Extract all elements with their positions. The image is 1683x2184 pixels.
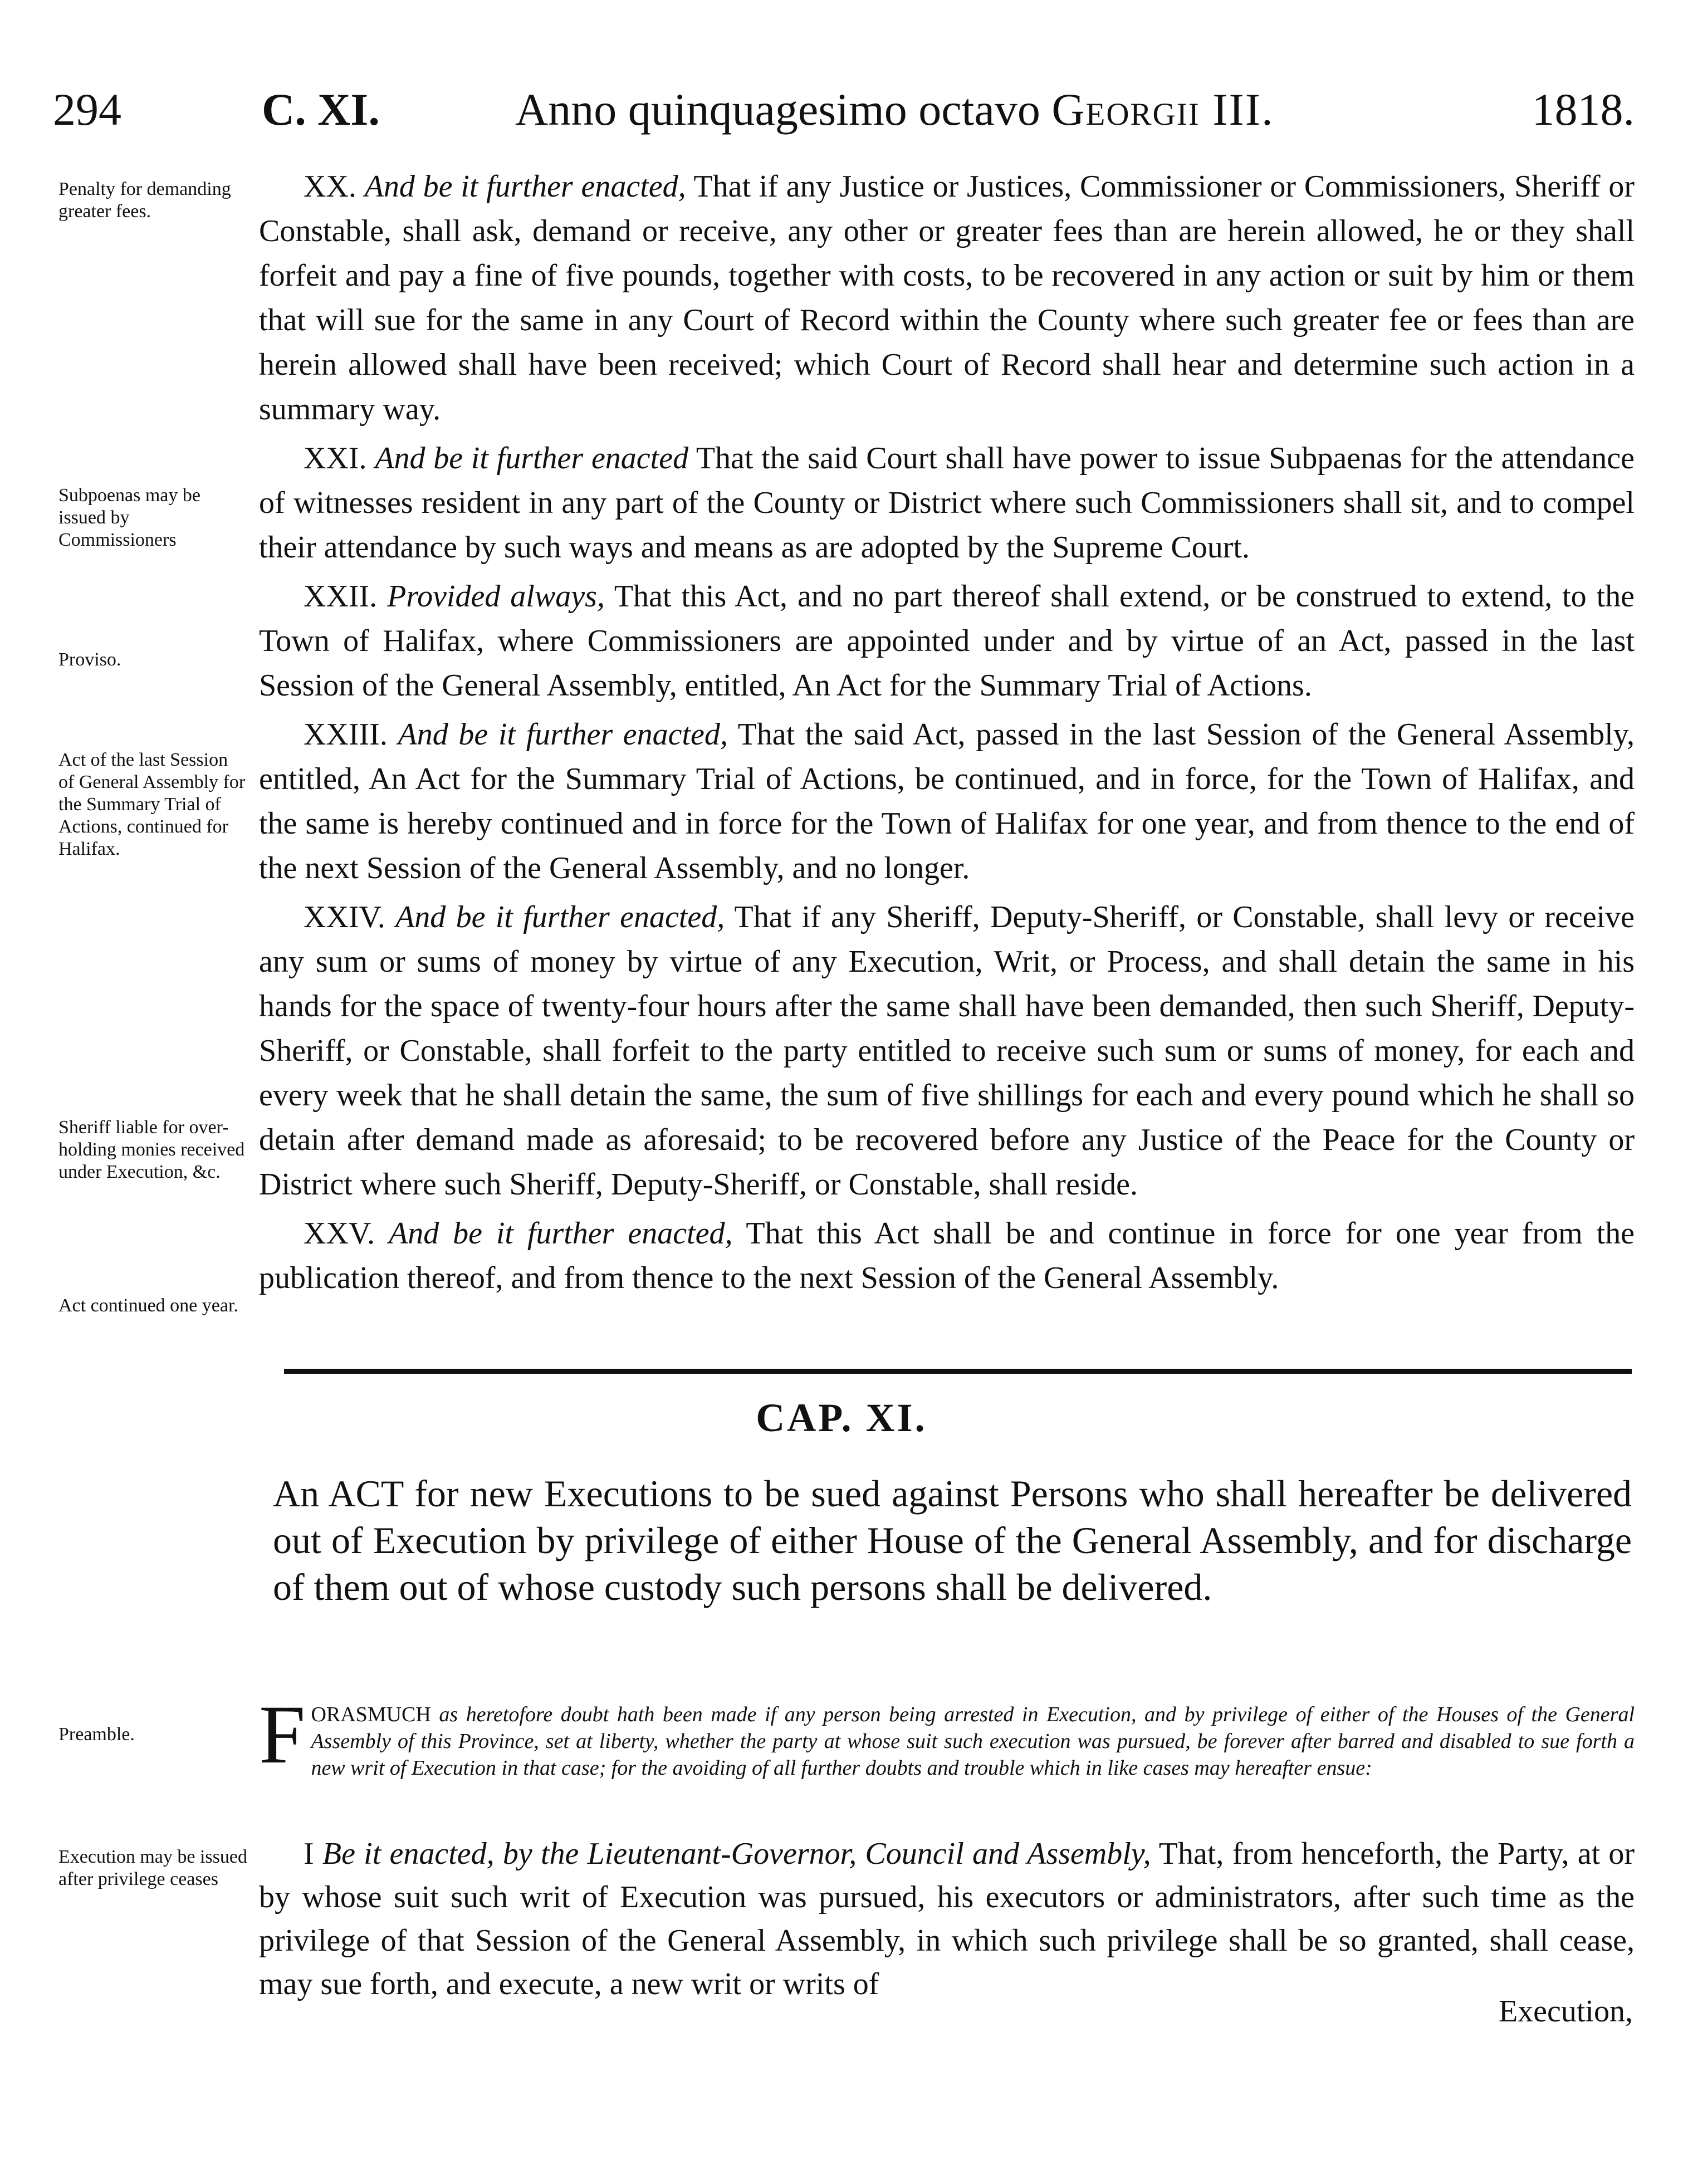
- section-text: That the said Court shall have power to issue Subpaenas for the attendance of witnesses resident in any part of the County or District where such Commissioners shall sit, and to compel their attendance by such ways and means as are adopted by the Supreme Court.: [259, 441, 1635, 565]
- section-text: That this Act, and no part thereof shall extend, or be construed to extend, to the Town of Halifax, where Commissioners are appointed under and by virtue of an Act, passed in the last Session of the General Assembly, entitled, An Act for the Summary Trial of Actions.: [259, 579, 1635, 703]
- page-number: 294: [53, 84, 121, 135]
- marginal-note: Penalty for demanding greater fees.: [58, 179, 231, 222]
- section-divider: [284, 1369, 1632, 1374]
- section-text: That if any Sheriff, Deputy-Sheriff, or Constable, shall levy or receive any sum or sums of money by virtue of any Execution, Writ, or Process, and shall detain the same in his hands for the space of twenty-four hours after the same shall have been demanded, then such Sheriff, Deputy-Sheriff, or Constable, shall forfeit to the party entitled to receive such sum or sums of money, for each and every week that he shall detain the same, the sum of five shillings for each and every pound which he shall so detain after demand made as aforesaid; to be recovered before any Justice of the Peace for the County or District where such Sheriff, Deputy-Sheriff, or Constable, shall reside.: [259, 900, 1635, 1202]
- section-xxi: [259, 436, 1635, 570]
- enacting-words: And be it further enacted,: [389, 1216, 733, 1251]
- act-sections: [259, 164, 1635, 1305]
- reign: Georgii III.: [1051, 84, 1274, 135]
- marginal-note: Sheriff liable for over-holding monies received under Execution, &c.: [58, 1117, 245, 1182]
- section-xx: [259, 164, 1635, 432]
- chapter-heading: C. XI.: [262, 84, 380, 135]
- year: 1818.: [1532, 84, 1635, 135]
- catchword: Execution,: [1498, 1994, 1633, 2029]
- section-number: XXIV.: [304, 900, 385, 934]
- section-text: That if any Justice or Justices, Commissioner or Commissioners, Sheriff or Constable, shall ask, demand or receive, any other or greater fees than are herein allowed, he or they shall forfeit and pay a fine of five pounds, together with costs, to be recovered in any action or suit by him or them that will sue for the same in any Court of Record within the County where such greater fee or fees than are herein allowed shall have been received; which Court of Record shall hear and determine such action in a summary way.: [259, 169, 1635, 427]
- section-number: XXV.: [304, 1216, 375, 1251]
- section-xxiv: [259, 895, 1635, 1207]
- enacting-words: And be it further enacted,: [364, 169, 686, 204]
- page-header: [53, 84, 1635, 150]
- enacting-words: And be it further enacted,: [395, 900, 725, 934]
- preamble-body: as heretofore doubt hath been made if any person being arrested in Execution, and by privilege of either of the Houses of the General Assembly of this Province, set at liberty, whether the party at whose suit such execution was pursued, be forever after barred and disabled to sue forth a new writ of Execution in that case; for the avoiding of all further doubts and trouble which in like cases may hereafter ensue:: [311, 1703, 1635, 1780]
- marginal-note: Act continued one year.: [58, 1295, 238, 1316]
- act-title: An ACT for new Executions to be sued against Persons who shall hereafter be delivered out of Execution by privilege of either House of the General Assembly, and for discharge of them out of whose custody such persons shall be delivered.: [273, 1472, 1632, 1608]
- preamble-opening: ORASMUCH: [311, 1703, 431, 1726]
- running-title: [515, 84, 1274, 136]
- section-number: I: [304, 1837, 314, 1871]
- section-text: That this Act shall be and continue in force for one year from the publication thereof, and from thence to the next Session of the General Assembly.: [259, 1216, 1635, 1295]
- enacting-words: And be it further enacted,: [398, 717, 728, 752]
- marginal-note: Act of the last Session of General Assembly for the Summary Trial of Actions, continued for Halifax.: [58, 750, 246, 859]
- marginal-note: Subpoenas may be issued by Commissioners: [58, 485, 200, 550]
- marginal-note: Proviso.: [58, 649, 121, 670]
- section-number: XX.: [304, 169, 356, 204]
- marginal-note: Preamble.: [58, 1724, 135, 1745]
- section-number: XXIII.: [304, 717, 388, 752]
- section-text: That, from henceforth, the Party, at or by whose suit such writ of Execution was pursued, his executors or administrators, after such time as the privilege of that Session of the General Assembly, in which such privilege shall be so granted, shall cease, may sue forth, and execute, a new writ or writs of: [259, 1837, 1635, 2001]
- enacting-words: Provided always,: [387, 579, 605, 614]
- section-xxv: [259, 1211, 1635, 1300]
- section-number: XXII.: [304, 579, 378, 614]
- section-number: XXI.: [304, 441, 367, 476]
- section-xxii: [259, 574, 1635, 708]
- section-text: That the said Act, passed in the last Session of the General Assembly, entitled, An Act for the Summary Trial of Actions, be continued, and in force, for the Town of Halifax, and the same is hereby continued and in force for the Town of Halifax for one year, and from thence to the end of the next Session of the General Assembly, and no longer.: [259, 717, 1635, 885]
- cap-heading: CAP. XI.: [756, 1395, 927, 1440]
- enacting-clause: [259, 1832, 1635, 2006]
- enacting-words: And be it further enacted: [375, 441, 689, 476]
- enacting-words: Be it enacted, by the Lieutenant-Governor, Council and Assembly,: [322, 1837, 1151, 1871]
- marginal-note: Execution may be issued after privilege ceases: [58, 1847, 247, 1889]
- section-xxiii: [259, 712, 1635, 890]
- drop-cap: F: [259, 1688, 306, 1781]
- section-i: [259, 1832, 1635, 2006]
- preamble-text: [259, 1688, 1635, 1781]
- running-title-text: Anno quinquagesimo octavo: [515, 84, 1040, 135]
